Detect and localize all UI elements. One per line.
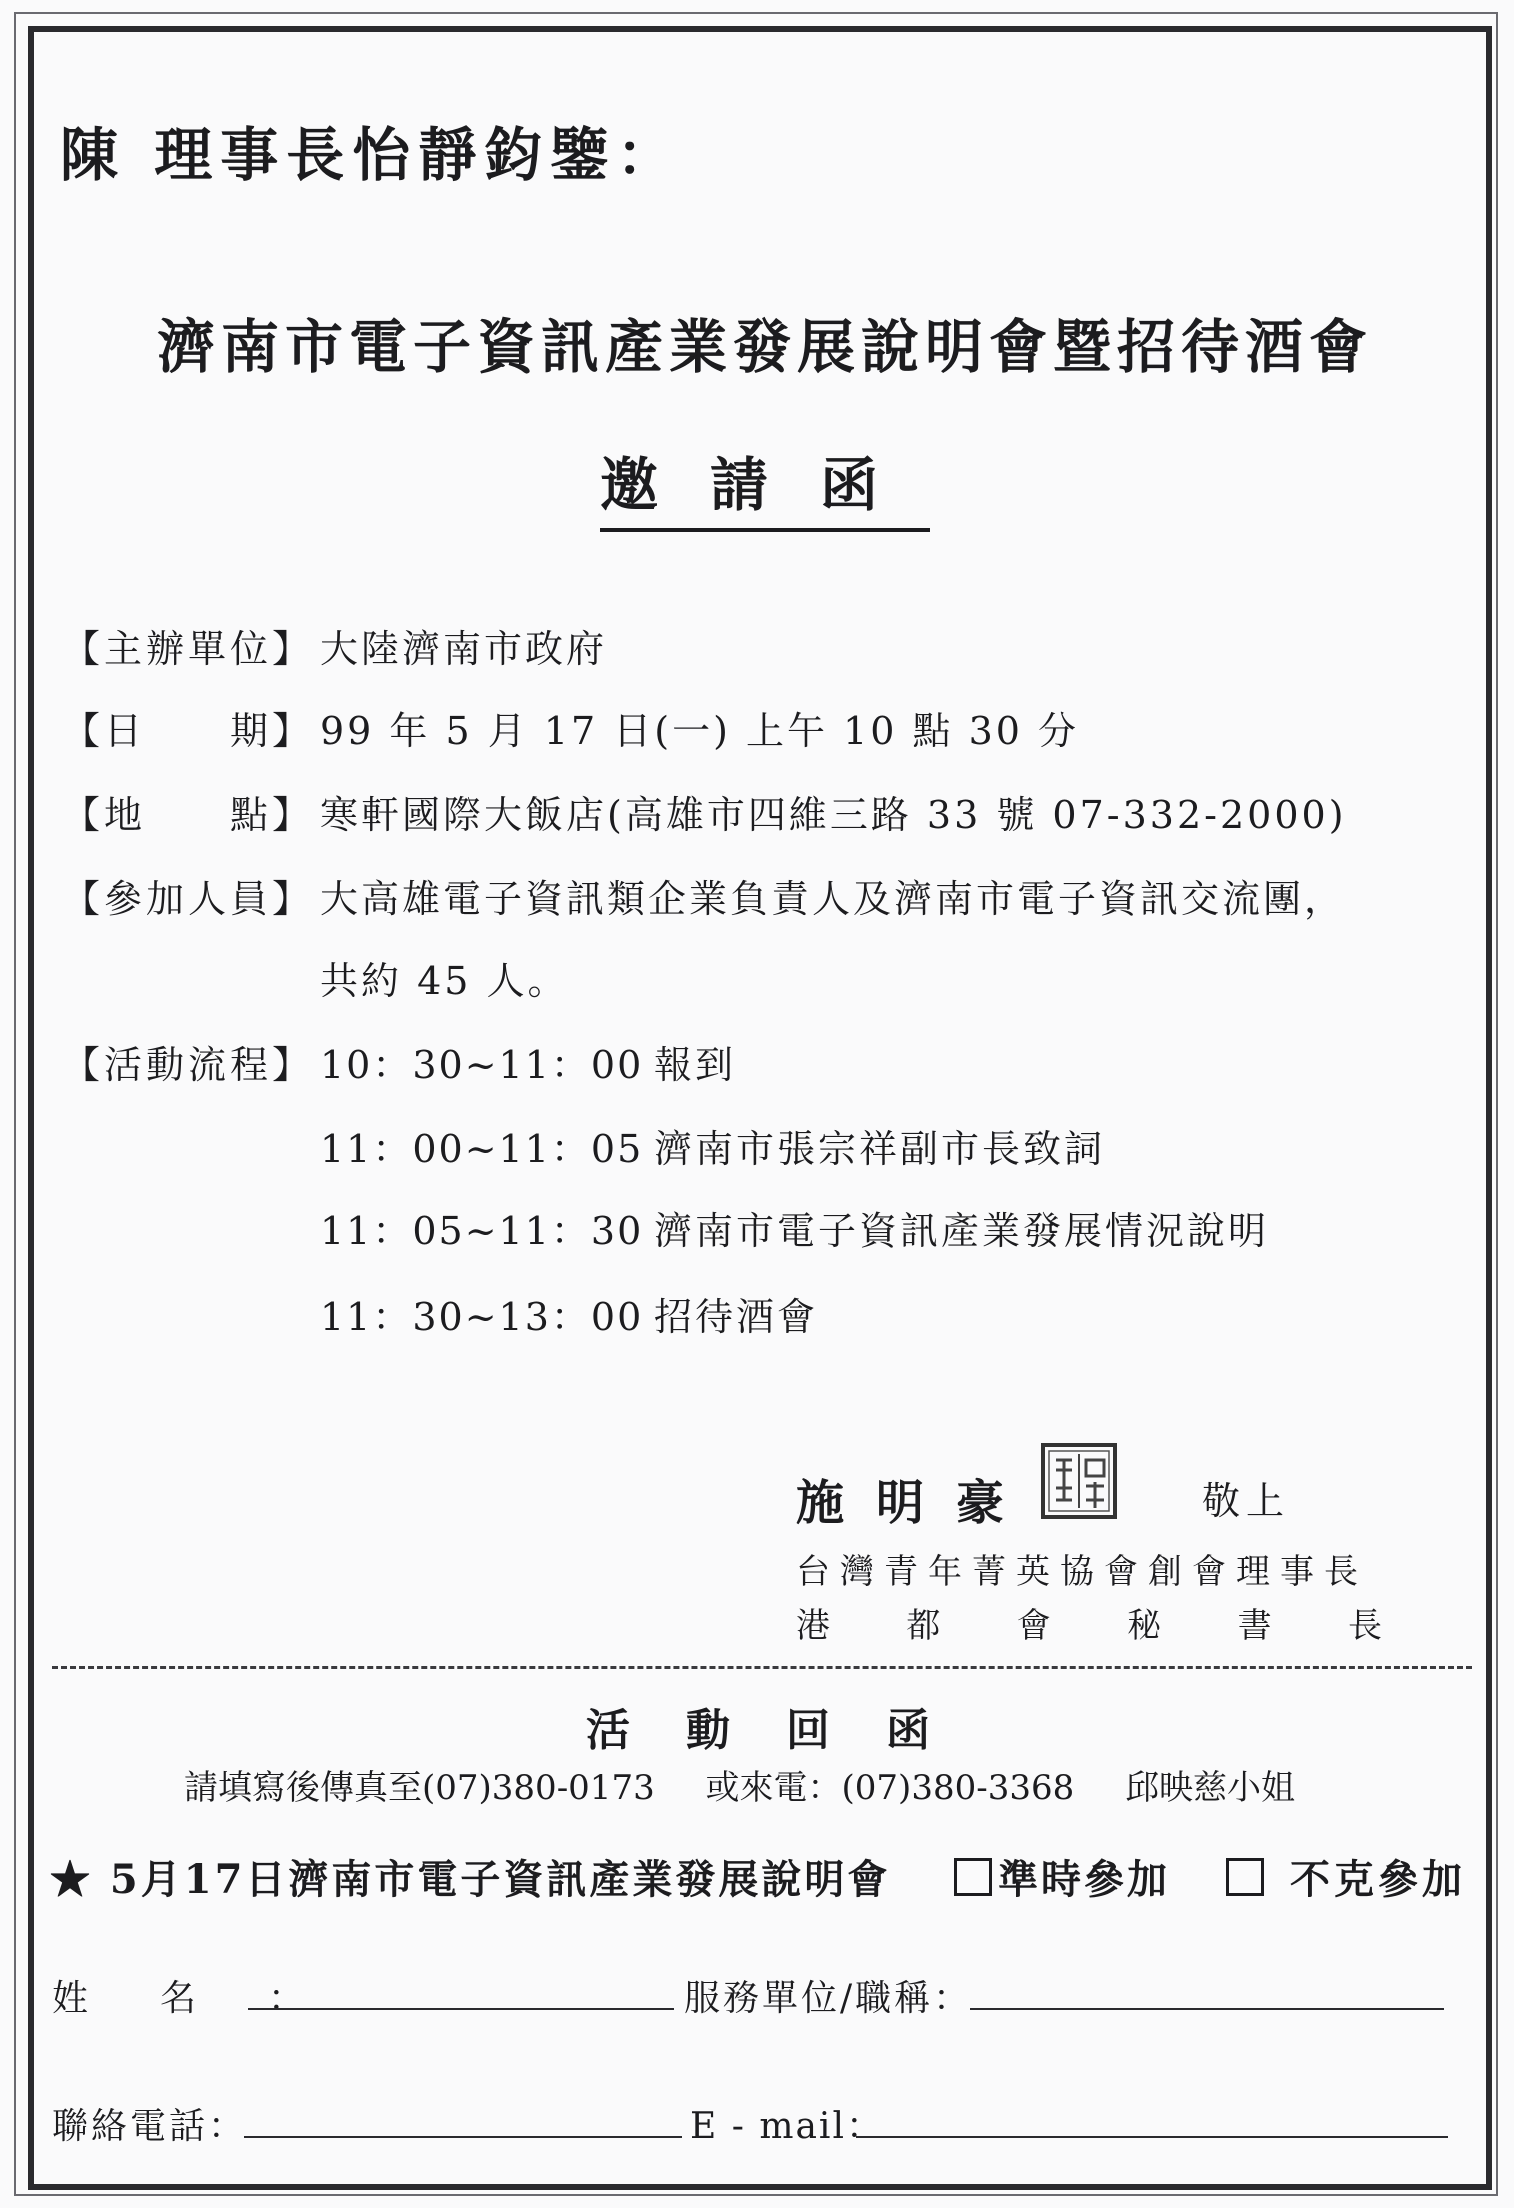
- fax-number-text: 請填寫後傳真至(07)380-0173: [184, 1768, 655, 1808]
- event-title: 濟南市電子資訊產業發展說明會暨招待酒會: [156, 313, 1373, 381]
- participants-value-line1: 大高雄電子資訊類企業負責人及濟南市電子資訊交流團，: [320, 877, 1346, 921]
- job-field[interactable]: [970, 2008, 1444, 2010]
- organizer-value: 大陸濟南市政府: [320, 627, 608, 671]
- participants-value-line2: 共約 45 人。: [320, 959, 569, 1003]
- date-label: 【日 期】: [62, 709, 315, 753]
- title-char: 秘: [1127, 1606, 1162, 1646]
- decline-checkbox[interactable]: [1226, 1858, 1264, 1896]
- attend-label: 準時參加: [998, 1856, 1170, 1903]
- cut-line-divider: [52, 1666, 1472, 1669]
- phone-field-label: 聯絡電話：: [52, 2106, 248, 2147]
- title-char: 港: [796, 1606, 830, 1646]
- title-char: 都: [906, 1606, 941, 1646]
- name-field[interactable]: [248, 2008, 674, 2010]
- schedule-item: 濟南市張宗祥副市長致詞: [654, 1127, 1106, 1171]
- invitation-heading: 邀請函: [600, 438, 930, 532]
- attend-checkbox[interactable]: [954, 1858, 992, 1896]
- seal-stamp-icon: [1040, 1442, 1118, 1520]
- organizer-label: 【主辦單位】: [62, 627, 315, 671]
- participants-label: 【參加人員】: [62, 877, 315, 921]
- email-field-label: E - mail：: [690, 2106, 884, 2147]
- signer-title-1: 台灣青年菁英協會創會理事長: [796, 1552, 1368, 1592]
- salutation: 陳 理事長怡靜鈞鑒：: [60, 121, 683, 189]
- title-char: 長: [1347, 1606, 1382, 1646]
- title-char: 會: [1016, 1606, 1051, 1646]
- venue-label: 【地 點】: [62, 793, 315, 837]
- schedule-label: 【活動流程】: [62, 1043, 315, 1087]
- email-field[interactable]: [856, 2136, 1448, 2138]
- reply-event-line: ★ 5月17日濟南市電子資訊產業發展說明會: [50, 1856, 891, 1903]
- date-value: 99 年 5 月 17 日(一) 上午 10 點 30 分: [320, 709, 1080, 753]
- regards-text: 敬上: [1202, 1479, 1291, 1523]
- signer-title-2: [796, 1598, 1382, 1647]
- venue-value: 寒軒國際大飯店(高雄市四維三路 33 號 07-332-2000): [320, 793, 1347, 837]
- schedule-time: 11：05~11：30: [320, 1209, 644, 1253]
- schedule-time: 11：00~11：05: [320, 1127, 644, 1171]
- contact-person: 邱映慈小姐: [1125, 1768, 1296, 1808]
- phone-field[interactable]: [244, 2136, 682, 2138]
- job-field-label: 服務單位/職稱：: [684, 1978, 973, 2019]
- title-char: 書: [1237, 1606, 1272, 1646]
- schedule-time: 11：30~13：00: [320, 1295, 644, 1339]
- schedule-time: 10：30~11：00: [320, 1043, 644, 1087]
- reply-title: 活動回函: [586, 1705, 986, 1756]
- signer-name: 施明豪: [796, 1475, 1037, 1531]
- schedule-item: 報到: [654, 1043, 737, 1087]
- schedule-item: 招待酒會: [654, 1295, 819, 1339]
- name-field-label: 姓名：: [52, 1978, 377, 2019]
- phone-number-text: 或來電：(07)380-3368: [705, 1768, 1075, 1808]
- decline-label: 不克參加: [1290, 1856, 1466, 1903]
- schedule-item: 濟南市電子資訊產業發展情況說明: [654, 1209, 1270, 1253]
- fax-instructions: [184, 1760, 1335, 1809]
